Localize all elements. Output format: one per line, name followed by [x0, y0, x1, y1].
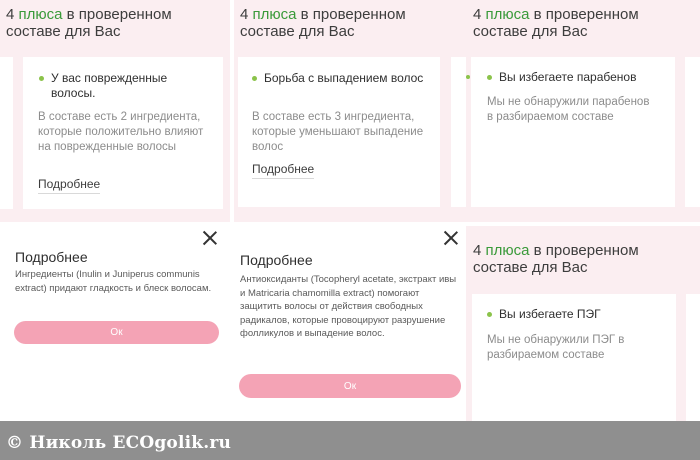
modal-text: Ингредиенты (Inulin и Juniperus communis extract) придают гладкость и блеск волосам.: [15, 269, 212, 294]
card-damaged-hair: [23, 57, 223, 209]
bullet-dot-icon: [487, 312, 492, 317]
panel-heading: 4 плюса в проверенном составе для Вас: [240, 6, 406, 40]
bullet-dot-icon: [466, 75, 470, 79]
modal-text: Антиоксиданты (Tocopheryl acetate, экстракт ивы и Matricaria chamomilla extract) помогают защитить волосы от действия свободных радикалов, которые провоцируют разрушение фолликулов и выпадение волос.: [240, 274, 457, 339]
details-modal-antioxidants: [230, 224, 466, 421]
ok-button[interactable]: Ок: [239, 374, 461, 398]
card-hair-loss: [238, 57, 440, 207]
card-bullet-text: У вас поврежденные волосы.: [51, 71, 168, 100]
card-edge-right: [685, 57, 700, 207]
card-bullet: [252, 71, 432, 86]
card-parabens: [471, 57, 675, 207]
bullet-dot-icon: [487, 75, 492, 80]
card-bullet-text: Вы избегаете ПЭГ: [499, 307, 601, 321]
card-bullet-text: Борьба с выпадением волос: [264, 71, 424, 85]
ok-button[interactable]: Ок: [14, 321, 219, 344]
panel-heading: 4 плюса в проверенном составе для Вас: [473, 242, 639, 276]
watermark: © Николь ECOgolik.ru: [6, 433, 232, 453]
panel-heading: 4 плюса в проверенном составе для Вас: [473, 6, 639, 40]
card-edge-right: [451, 57, 466, 207]
more-link[interactable]: Подробнее: [38, 177, 100, 194]
card-bullet: [39, 71, 214, 101]
card-description: Мы не обнаружили парабенов в разбираемом составе: [487, 96, 650, 123]
card-bullet: [487, 307, 667, 322]
card-description: В составе есть 3 ингредиента, которые уменьшают выпадение волос: [252, 111, 424, 153]
card-edge-left: [0, 57, 13, 209]
close-icon[interactable]: [202, 230, 218, 246]
modal-title: Подробнее: [15, 249, 88, 265]
bullet-dot-icon: [252, 76, 257, 81]
close-icon[interactable]: [443, 230, 459, 246]
modal-title: Подробнее: [240, 252, 313, 268]
panel-heading: 4 плюса в проверенном составе для Вас: [6, 6, 172, 40]
card-bullet-text: Вы избегаете парабенов: [499, 70, 637, 84]
card-bullet: [487, 70, 667, 85]
bullet-dot-icon: [39, 76, 44, 81]
more-link[interactable]: Подробнее: [252, 162, 314, 179]
card-description: В составе есть 2 ингредиента, которые положительно влияют на поврежденные волосы: [38, 111, 204, 153]
card-description: Мы не обнаружили ПЭГ в разбираемом составе: [487, 334, 625, 361]
details-modal-ingredients: [0, 224, 230, 421]
